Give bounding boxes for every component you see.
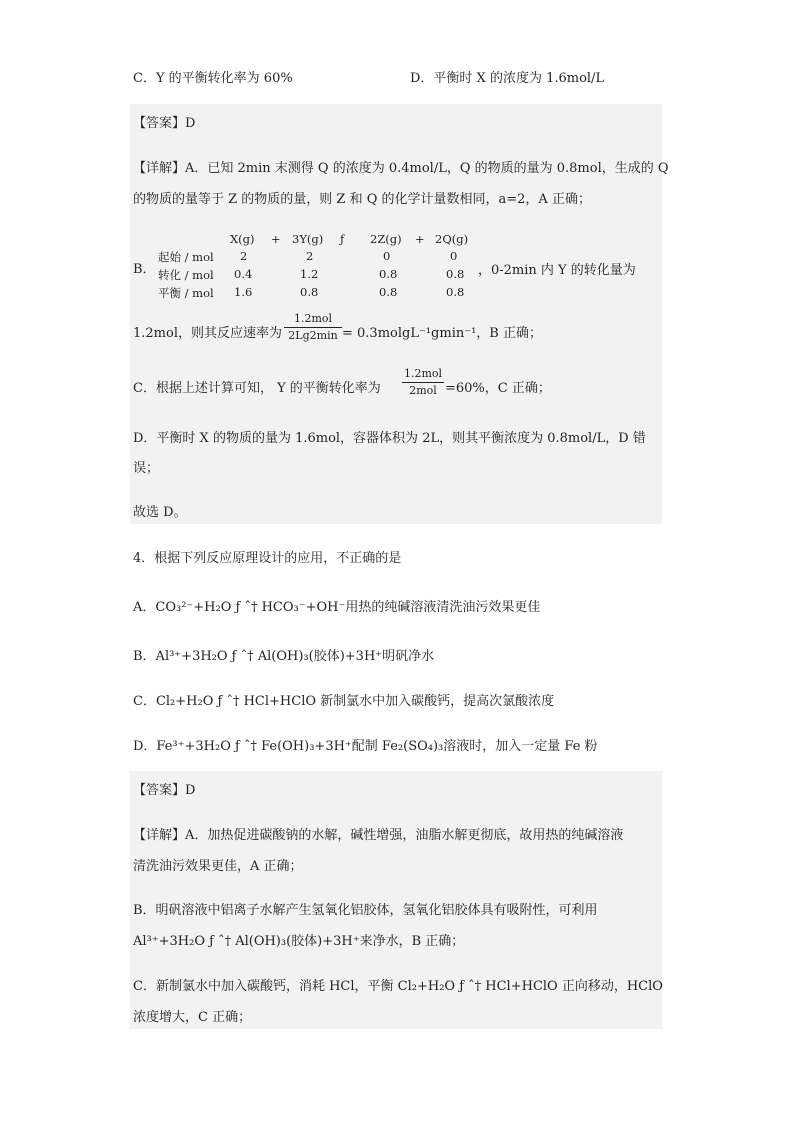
rate-fraction-numerator: 1.2mol bbox=[293, 312, 333, 325]
option-c-text: C．Y 的平衡转化率为 60% bbox=[133, 71, 293, 86]
fraction-bar bbox=[402, 382, 444, 383]
q4-detail-b-line2: Al³⁺+3H₂O ƒ ˆ† Al(OH)₃(胶体)+3H⁺来净水，B 正确； bbox=[133, 934, 465, 949]
conversion-fraction-numerator: 1.2mol bbox=[403, 367, 443, 380]
q3-b-after-table: ，0-2min 内 Y 的转化量为 bbox=[478, 263, 636, 278]
q3-detail-a-line1: 【详解】A．已知 2min 末测得 Q 的浓度为 0.4mol/L，Q 的物质的量为 0.8mol，生成的 Q bbox=[133, 161, 669, 176]
q4-detail-b-line1: B．明矾溶液中铝离子水解产生氢氧化铝胶体，氢氧化铝胶体具有吸附性，可利用 bbox=[133, 903, 598, 918]
table-header-1: + bbox=[271, 232, 281, 246]
table-row-label: 平衡 / mol bbox=[158, 286, 214, 300]
q4-answer: 【答案】D bbox=[133, 783, 196, 798]
table-cell: 0.8 bbox=[446, 285, 465, 299]
table-header-5: + bbox=[415, 232, 425, 246]
table-cell: 1.2 bbox=[300, 267, 319, 281]
q3-b-line2-prefix: 1.2mol，则其反应速率为 bbox=[133, 326, 282, 341]
q4-option-a: A．CO₃²⁻+H₂O ƒ ˆ† HCO₃⁻+OH⁻用热的纯碱溶液清洗油污效果更佳 bbox=[133, 600, 541, 615]
q4-option-c: C．Cl₂+H₂O ƒ ˆ† HCl+HClO 新制氯水中加入碳酸钙，提高次氯酸浓度 bbox=[133, 694, 555, 709]
fraction-bar bbox=[284, 327, 342, 328]
table-cell: 2 bbox=[240, 249, 248, 263]
table-row-label: 转化 / mol bbox=[158, 268, 214, 282]
table-header-0: X(g) bbox=[230, 232, 255, 246]
reaction-table bbox=[150, 232, 480, 302]
q3-detail-a-line2: 的物质的量等于 Z 的物质的量，则 Z 和 Q 的化学计量数相同，a=2，A 正确； bbox=[133, 192, 591, 207]
table-cell: 1.6 bbox=[234, 285, 253, 299]
table-cell: 0.4 bbox=[234, 267, 253, 281]
table-cell: 2 bbox=[306, 249, 314, 263]
q3-d-line1: D．平衡时 X 的物质的量为 1.6mol，容器体积为 2L，则其平衡浓度为 0.8mol/L，D 错 bbox=[133, 431, 646, 446]
q4-detail-c-line2: 浓度增大，C 正确； bbox=[133, 1010, 252, 1025]
table-cell: 0 bbox=[383, 249, 391, 263]
rate-fraction-denominator: 2Lg2min bbox=[288, 329, 338, 342]
q3-conclusion: 故选 D。 bbox=[133, 505, 187, 520]
q3-c-prefix: C．根据上述计算可知， Y 的平衡转化率为 bbox=[133, 381, 381, 396]
q3-answer: 【答案】D bbox=[133, 116, 196, 131]
q3-d-line2: 误； bbox=[133, 461, 160, 476]
q4-detail-c-line1: C．新制氯水中加入碳酸钙，消耗 HCl，平衡 Cl₂+H₂O ƒ ˆ† HCl+HClO 正向移动，HClO bbox=[133, 979, 663, 994]
table-cell: 0.8 bbox=[379, 267, 398, 281]
conversion-fraction bbox=[402, 367, 444, 398]
q4-stem: 4．根据下列反应原理设计的应用，不正确的是 bbox=[133, 551, 402, 566]
table-header-6: 2Q(g) bbox=[435, 232, 469, 246]
table-header-3: ƒ bbox=[340, 232, 345, 246]
table-cell: 0.8 bbox=[446, 267, 465, 281]
conversion-fraction-denominator: 2mol bbox=[409, 384, 437, 397]
table-header-4: 2Z(g) bbox=[370, 232, 402, 246]
table-cell: 0.8 bbox=[300, 285, 319, 299]
table-cell: 0.8 bbox=[379, 285, 398, 299]
table-cell: 0 bbox=[450, 249, 458, 263]
q4-option-b: B．Al³⁺+3H₂O ƒ ˆ† Al(OH)₃(胶体)+3H⁺明矾净水 bbox=[133, 649, 435, 664]
q4-detail-a-line1: 【详解】A．加热促进碳酸钠的水解，碱性增强，油脂水解更彻底，故用热的纯碱溶液 bbox=[133, 828, 624, 843]
q4-detail-a-line2: 清洗油污效果更佳，A 正确； bbox=[133, 859, 303, 874]
q3-c-suffix: =60%，C 正确； bbox=[445, 381, 551, 396]
q4-option-d: D．Fe³⁺+3H₂O ƒ ˆ† Fe(OH)₃+3H⁺配制 Fe₂(SO₄)₃溶液时，加入一定量 Fe 粉 bbox=[133, 739, 598, 754]
table-row-label: 起始 / mol bbox=[158, 250, 214, 264]
q3-b-prefix: B． bbox=[133, 262, 156, 277]
q3-b-line2-suffix: = 0.3molgL⁻¹gmin⁻¹，B 正确； bbox=[342, 326, 542, 341]
option-d-text: D．平衡时 X 的浓度为 1.6mol/L bbox=[410, 71, 605, 86]
rate-fraction bbox=[284, 312, 342, 343]
table-header-2: 3Y(g) bbox=[292, 232, 324, 246]
